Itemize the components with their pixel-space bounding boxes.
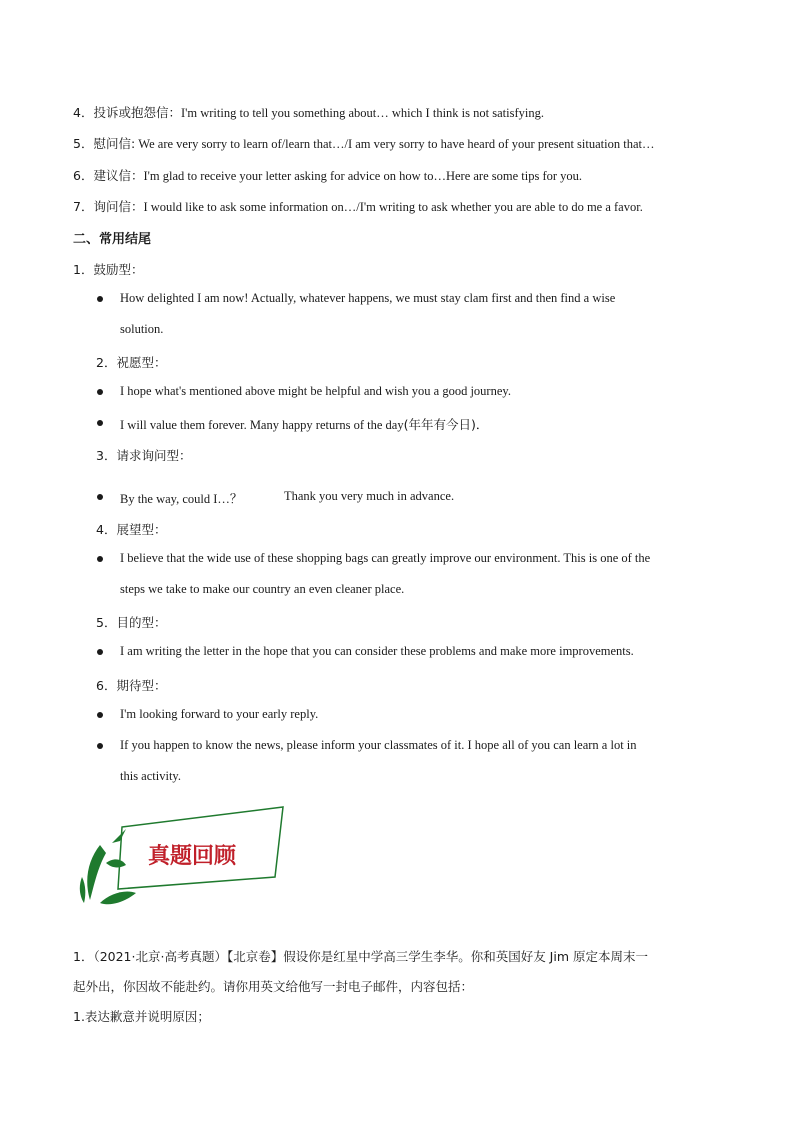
bullet-icon — [97, 494, 103, 500]
ending-sentence-cn: (年年有今日)． — [403, 417, 489, 432]
ending-sentence: How delighted I am now! Actually, whatever happens, we must stay clam first and then find a wise — [120, 291, 616, 305]
question-line-2: 起外出，你因故不能赴约。请你用英文给他写一封电子邮件，内容包括： — [73, 979, 474, 994]
ending-sentence-cont: this activity. — [120, 769, 181, 783]
letter-type-example: We are very sorry to learn of/learn that…/I am very sorry to have heard of your present situation that… — [138, 137, 655, 151]
letter-type-6 — [73, 166, 582, 184]
ending-sentence-cont: solution. — [120, 322, 164, 336]
question-line-3: 1.表达歉意并说明原因； — [73, 1009, 210, 1024]
letter-type-example: I would like to ask some information on…/I'm writing to ask whether you are able to do me a favor. — [143, 200, 643, 214]
ending-sentence: I believe that the wide use of these shopping bags can greatly improve our environment. This is one of the — [120, 551, 651, 565]
letter-type-example: I'm glad to receive your letter asking for advice on how to…Here are some tips for you. — [143, 169, 583, 183]
group-label-expectation: 6．期待型： — [96, 678, 167, 693]
item-number: 6． — [73, 168, 94, 183]
bullet-icon — [97, 296, 103, 302]
bullet-icon — [97, 389, 103, 395]
letter-type-5 — [73, 134, 654, 152]
letter-type-example: I'm writing to tell you something about… which I think is not satisfying. — [180, 106, 544, 120]
leaf-icon — [80, 877, 85, 903]
ending-sentence: I'm looking forward to your early reply. — [120, 707, 319, 721]
item-number: 5． — [73, 136, 94, 151]
ending-sentence: I am writing the letter in the hope that you can consider these problems and make more improvements. — [120, 644, 634, 658]
leaf-icon — [87, 845, 106, 900]
group-label-request: 3．请求询问型： — [96, 448, 192, 463]
group-label-wishes: 2．祝愿型： — [96, 355, 167, 370]
ending-sentence — [120, 415, 488, 433]
letter-type-name: 询问信： — [93, 199, 144, 214]
letter-type-4 — [73, 103, 544, 121]
letter-type-name: 投诉或抱怨信： — [93, 105, 181, 120]
banner-title: 真题回顾 — [148, 844, 237, 869]
bullet-icon — [97, 712, 103, 718]
bullet-icon — [97, 649, 103, 655]
ending-sentence: I hope what's mentioned above might be helpful and wish you a good journey. — [120, 384, 511, 398]
bullet-icon — [97, 556, 103, 562]
group-label-outlook: 4．展望型： — [96, 522, 167, 537]
ending-sentence: By the way, could I…？ — [120, 492, 243, 506]
question-line-1: 1．（2021·北京·高考真题）【北京卷】假设你是红星中学高三学生李华。你和英国好友 Jim 原定本周末一 — [73, 949, 648, 964]
leaf-icon — [100, 891, 136, 904]
item-number: 7． — [73, 199, 94, 214]
ending-sentence: If you happen to know the news, please inform your classmates of it. I hope all of you can learn a lot in — [120, 738, 637, 752]
group-label-encouragement: 1．鼓励型： — [73, 262, 144, 277]
letter-type-name: 建议信： — [93, 168, 144, 183]
ending-sentence-cont: steps we take to make our country an even cleaner place. — [120, 582, 405, 596]
group-label-purpose: 5．目的型： — [96, 615, 167, 630]
ending-sentence-en: I will value them forever. Many happy returns of the day — [120, 418, 404, 432]
letter-type-name: 慰问信: — [93, 136, 136, 151]
item-number: 4． — [73, 105, 94, 120]
section-banner — [70, 805, 290, 923]
letter-type-7 — [73, 197, 643, 215]
section-heading: 二、常用结尾 — [73, 232, 152, 247]
ending-sentence: Thank you very much in advance. — [284, 489, 455, 503]
bullet-icon — [97, 420, 103, 426]
bullet-icon — [97, 743, 103, 749]
